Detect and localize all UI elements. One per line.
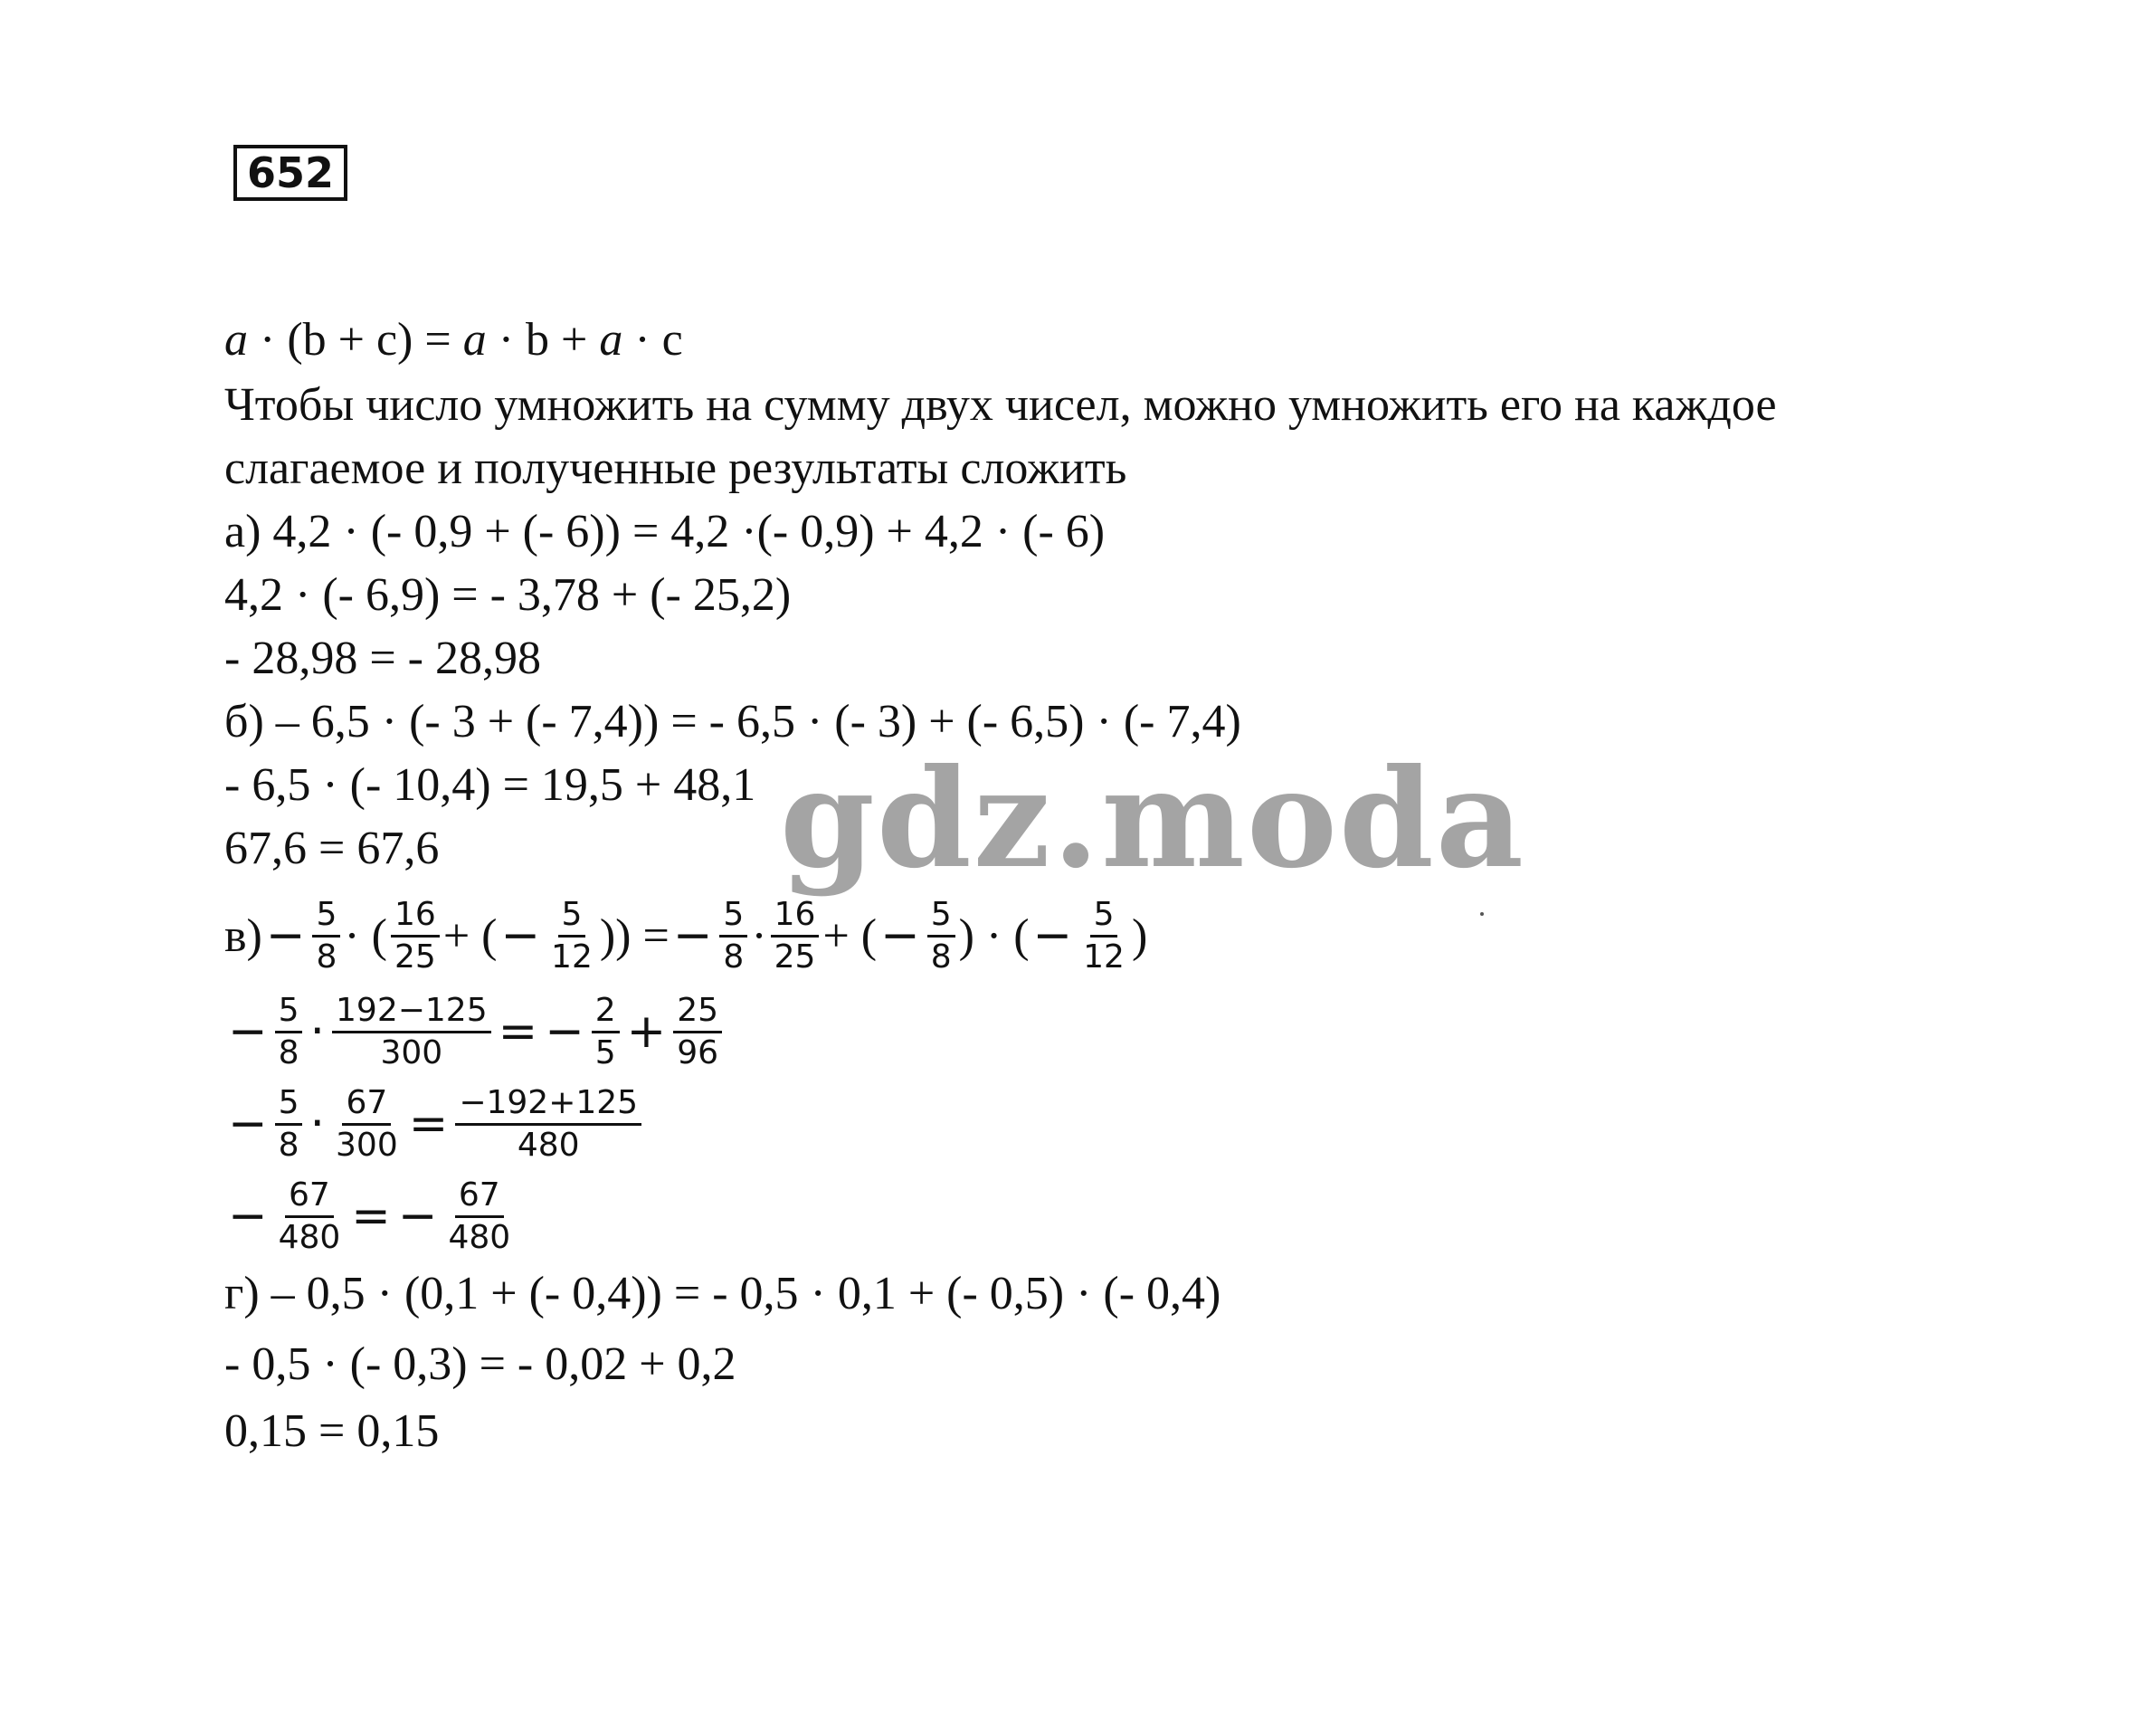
rule-line-1: Чтобы число умножить на сумму двух чисел, можно умножить его на каждое — [224, 379, 1777, 431]
minus-sign: − — [545, 1004, 584, 1059]
denominator: 480 — [517, 1126, 580, 1164]
denominator: 25 — [394, 938, 436, 976]
multiply-dot: · — [309, 1004, 326, 1059]
part-b-line-1: б) – 6,5 · (- 3 + (- 7,4)) = - 6,5 · (- 3) + (- 6,5) · (- 7,4) — [224, 696, 1241, 747]
numerator: 5 — [1090, 895, 1118, 938]
part-g-line-2: - 0,5 · (- 0,3) = - 0,02 + 0,2 — [224, 1338, 736, 1390]
fraction — [455, 1083, 641, 1166]
task-number-box: 652 — [233, 145, 347, 201]
denominator: 300 — [336, 1126, 398, 1164]
denominator: 480 — [278, 1218, 341, 1256]
denominator: 8 — [278, 1033, 299, 1071]
part-a-line-2: 4,2 · (- 6,9) = - 3,78 + (- 25,2) — [224, 569, 792, 621]
operator: )) = — [599, 909, 670, 962]
operator: ) — [1131, 909, 1148, 962]
part-a-line-3: - 28,98 = - 28,98 — [224, 633, 541, 684]
equals-sign: = — [498, 1004, 538, 1059]
fraction — [673, 991, 722, 1073]
plus-sign: + — [626, 1004, 667, 1059]
numerator: 2 — [592, 991, 620, 1033]
minus-sign: − — [265, 909, 306, 963]
multiply-dot: · — [309, 1097, 326, 1151]
formula-part: · (b + c) = — [248, 314, 463, 366]
dot-speck — [1480, 912, 1484, 916]
minus-sign: − — [228, 1004, 268, 1059]
numerator: 67 — [285, 1176, 334, 1218]
denominator: 8 — [930, 938, 952, 976]
operator: + ( — [442, 909, 498, 962]
numerator: 5 — [719, 895, 747, 938]
part-a-line-1: а) 4,2 · (- 0,9 + (- 6)) = 4,2 ·(- 0,9) + 4,2 · (- 6) — [224, 506, 1106, 557]
numerator: 192−125 — [332, 991, 491, 1033]
denominator: 25 — [774, 938, 816, 976]
denominator: 480 — [448, 1218, 511, 1256]
part-b-line-3: 67,6 = 67,6 — [224, 823, 440, 874]
fraction — [332, 1083, 402, 1166]
numerator: 16 — [391, 895, 440, 938]
part-v-line-3 — [224, 1077, 645, 1171]
numerator: 5 — [275, 1083, 303, 1126]
part-v-line-1 — [224, 889, 1147, 983]
watermark-logo: gdz.moda — [780, 739, 1526, 899]
fraction — [719, 895, 747, 977]
part-g-line-1: г) – 0,5 · (0,1 + (- 0,4)) = - 0,5 · 0,1 + (- 0,5) · (- 0,4) — [224, 1268, 1221, 1319]
minus-sign: − — [672, 909, 713, 963]
equals-sign: = — [351, 1189, 391, 1243]
rule-line-2: слагаемое и полученные результаты сложить — [224, 443, 1127, 494]
fraction — [312, 895, 340, 977]
minus-sign: − — [228, 1097, 268, 1151]
numerator: 67 — [342, 1083, 391, 1126]
denominator: 8 — [278, 1126, 299, 1164]
numerator: 5 — [558, 895, 586, 938]
part-g-line-3: 0,15 = 0,15 — [224, 1405, 440, 1457]
operator: · ( — [344, 909, 387, 962]
formula-var-a: a — [599, 314, 623, 366]
fraction — [592, 991, 620, 1073]
minus-sign: − — [1032, 909, 1073, 963]
denominator: 300 — [380, 1033, 443, 1071]
numerator: 5 — [927, 895, 955, 938]
operator: + ( — [822, 909, 878, 962]
fraction — [275, 1083, 303, 1166]
denominator: 12 — [551, 938, 593, 976]
denominator: 5 — [594, 1033, 616, 1071]
formula-part: · c — [622, 314, 683, 366]
denominator: 12 — [1083, 938, 1125, 976]
minus-sign: − — [397, 1189, 438, 1243]
fraction — [275, 991, 303, 1073]
denominator: 96 — [677, 1033, 719, 1071]
numerator: 67 — [455, 1176, 504, 1218]
denominator: 8 — [723, 938, 745, 976]
denominator: 8 — [316, 938, 337, 976]
fraction — [332, 991, 491, 1073]
formula-var-a: a — [224, 314, 248, 366]
numerator: 25 — [673, 991, 722, 1033]
numerator: −192+125 — [455, 1083, 641, 1126]
part-v-line-4 — [224, 1169, 518, 1263]
fraction — [391, 895, 440, 977]
fraction — [275, 1176, 345, 1258]
fraction — [927, 895, 955, 977]
formula-part: · b + — [486, 314, 600, 366]
fraction — [771, 895, 820, 977]
operator: · — [751, 909, 767, 962]
numerator: 5 — [275, 991, 303, 1033]
operator: ) · ( — [958, 909, 1030, 962]
minus-sign: − — [228, 1189, 268, 1243]
minus-sign: − — [880, 909, 920, 963]
fraction — [444, 1176, 514, 1258]
part-b-line-2: - 6,5 · (- 10,4) = 19,5 + 48,1 — [224, 759, 756, 811]
distributive-formula — [224, 313, 683, 367]
part-v-line-2 — [224, 985, 726, 1079]
formula-var-a: a — [462, 314, 487, 366]
fraction — [547, 895, 596, 977]
fraction — [1079, 895, 1128, 977]
numerator: 16 — [771, 895, 820, 938]
numerator: 5 — [312, 895, 340, 938]
equals-sign: = — [408, 1097, 449, 1151]
minus-sign: − — [500, 909, 541, 963]
part-v-label: в) — [224, 909, 262, 962]
